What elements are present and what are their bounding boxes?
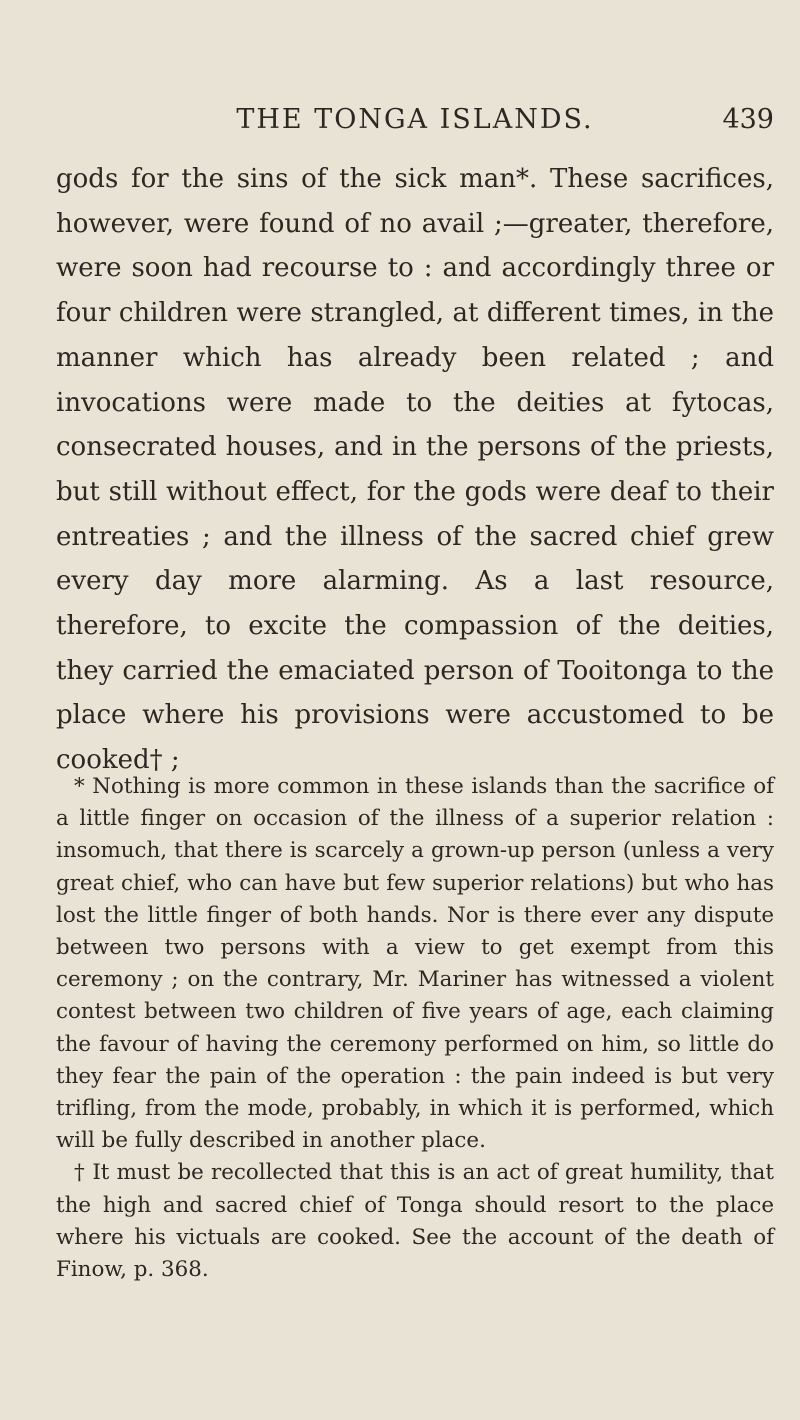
running-title: THE TONGA ISLANDS.: [236, 104, 594, 135]
footnotes: [56, 771, 774, 1286]
footnote-dagger: † It must be recollected that this is an act of great humility, that the high and sacred chief of Tonga should resort to the place where his victuals are cooked. See the account of the death of Finow, p. 368.: [56, 1160, 774, 1283]
page-header: [56, 100, 774, 140]
footnote-asterisk: * Nothing is more common in these islands than the sacrifice of a little finger on occasion of the illness of a superior relation : insomuch, that there is scarcely a grown-up person (unless a very great chief, who can have but few superior relations) but who has lost the little finger of both hands. Nor is there ever any dispute between two persons with a view to get exempt from this ceremony ; on the contrary, Mr. Mariner has witnessed a violent contest between two children of five years of age, each claiming the favour of having the ceremony performed on him, so little do they fear the pain of the operation : the pain indeed is but very trifling, from the mode, probably, in which it is performed, which will be fully described in another place.: [56, 774, 774, 1154]
page-number: 439: [722, 104, 774, 135]
body-paragraph: gods for the sins of the sick man*. These sacrifices, however, were found of no avail ;—greater, therefore, were soon had recourse to : and accordingly three or four children were strangled, at different times, in the manner which has already been related ; and invocations were made to the deities at fytocas, consecrated houses, and in the persons of the priests, but still without effect, for the gods were deaf to their entreaties ; and the illness of the sacred chief grew every day more alarming. As a last resource, therefore, to excite the compassion of the deities, they carried the emaciated person of Tooitonga to the place where his provisions were accustomed to be cooked† ;: [56, 164, 774, 776]
